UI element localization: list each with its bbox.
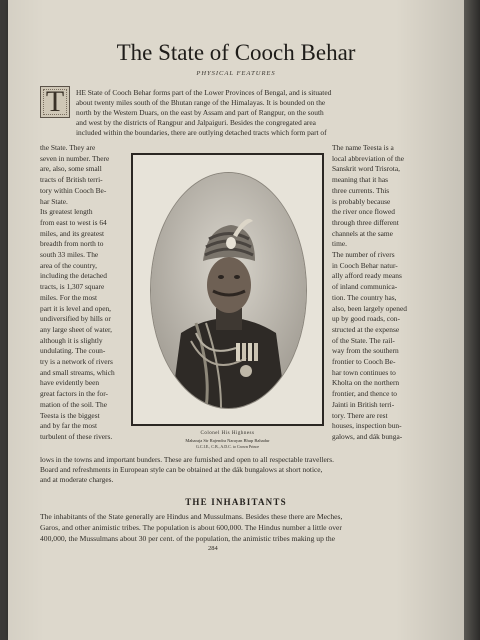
left-column-line: miles. For the most xyxy=(40,292,98,302)
intro-line-3: north by the Western Duars, on the east by Assam and part of Rangpur, on the south xyxy=(76,108,324,117)
right-column-line: tory. There are rest xyxy=(332,410,388,420)
left-column-line: tracts of British terri- xyxy=(40,175,103,185)
left-column-line: have evidently been xyxy=(40,378,100,388)
page-title: The State of Cooch Behar xyxy=(116,40,356,65)
right-column-line: the river once flowed xyxy=(332,207,395,217)
inhabitants-line-2: Garos, and other animistic tribes. The population is about 600,000. The Hindus number a little over xyxy=(40,523,342,532)
right-column-line: is probably because xyxy=(332,196,391,206)
section-heading: THE INHABITANTS xyxy=(185,497,287,507)
right-column-line: ally afford ready means xyxy=(332,271,402,281)
right-column-line: also, been largely opened xyxy=(332,303,407,313)
right-column-line: frontier to Cooch Be- xyxy=(332,357,396,366)
left-column-line: great factors in the for- xyxy=(40,389,108,399)
right-column-line: way from the southern xyxy=(332,346,399,356)
photo-caption-line-2: Maharaja Sir Rajendra Narayan Bhup Bahadur xyxy=(185,438,270,443)
section-subtitle: PHYSICAL FEATURES xyxy=(196,70,276,77)
right-column-line: Kholta on the northern xyxy=(332,378,400,388)
portrait-photo xyxy=(150,172,307,409)
right-column-line: Jainti in British terri- xyxy=(332,399,395,409)
left-column-line: tracts, is 1,307 square xyxy=(40,282,105,292)
right-column-line: through three different xyxy=(332,217,399,227)
page-number: 284 xyxy=(208,545,218,552)
right-column-line: frontier, and thence to xyxy=(332,389,397,399)
right-column-line: structed at the expense xyxy=(332,324,400,334)
portrait-illustration xyxy=(151,173,306,408)
left-column-line: breadth from north to xyxy=(40,239,104,249)
right-column-line: of the State. The rail- xyxy=(332,335,395,345)
left-column-line: including the detached xyxy=(40,271,107,281)
left-column-line: turbulent of these rivers. xyxy=(40,431,113,441)
left-column-line: Teesta is the biggest xyxy=(40,410,100,420)
intro-line-2: about twenty miles south of the Bhutan range of the Himalayas. It is bounded on the xyxy=(76,98,326,107)
left-column-line: south 33 miles. The xyxy=(40,250,99,259)
right-column-line: three currents. This xyxy=(332,185,390,195)
right-column-line: galows, and dák bunga- xyxy=(332,431,403,441)
left-column-line: any large sheet of water, xyxy=(40,324,113,334)
portrait-frame xyxy=(131,153,324,426)
left-column-line: miles, and its greatest xyxy=(40,228,105,238)
intro-line-5: included within the boundaries, there are outlying detached tracts which form part of xyxy=(76,128,327,137)
intro-line-4: and west by the districts of Rangpur and Jalpaiguri. Besides the congregated area xyxy=(76,118,316,127)
inhabitants-line-3: 400,000, the Mussulmans about 30 per cent. of the population, the animistic tribes making up the xyxy=(40,534,336,543)
left-column-line: and small streams, which xyxy=(40,367,115,377)
left-column-line: are, also, some small xyxy=(40,164,102,174)
photo-caption-line-3: G.C.I.E., C.B., A.D.C. to Crown Prince xyxy=(195,444,260,449)
left-column-line: har State. xyxy=(40,196,68,206)
left-column-line: tory within Cooch Be- xyxy=(40,185,107,195)
left-column-line: although it is slightly xyxy=(40,335,103,345)
left-column-line: and by far the most xyxy=(40,421,98,431)
right-column-line: in Cooch Behar natur- xyxy=(332,260,398,270)
right-column-line: The name Teesta is a xyxy=(332,143,394,152)
left-column-line: seven in number. There xyxy=(40,153,110,163)
right-column-line: tion. The country has, xyxy=(332,292,397,302)
photo-caption-line-1: Colonel His Highness xyxy=(200,431,255,436)
left-column-line: mation of the soil. The xyxy=(40,399,107,409)
book-spine-edge xyxy=(464,0,480,640)
left-column-line: part it is level and open, xyxy=(40,303,112,313)
right-column-line: houses, inspection bun- xyxy=(332,421,402,431)
left-column-line: the State. They are xyxy=(40,143,96,152)
right-column-line: channels at the same xyxy=(332,228,393,238)
right-column-line: meaning that it has xyxy=(332,175,389,185)
left-column-line: undiversified by hills or xyxy=(40,314,111,324)
left-column-line: try is a network of rivers xyxy=(40,357,113,366)
right-column-line: up by good roads, con- xyxy=(332,314,400,324)
closing-line-2: Board and refreshments in European style can be obtained at the dák bungalows at short notice, xyxy=(40,465,323,474)
left-column-line: from east to west is 64 xyxy=(40,217,107,227)
illuminated-dropcap: T xyxy=(40,86,70,118)
right-column-line: local abbreviation of the xyxy=(332,153,405,163)
left-column-line: undulating. The coun- xyxy=(40,346,106,356)
right-column-line: har town continues to xyxy=(332,367,396,377)
right-column-line: time. xyxy=(332,239,347,249)
left-column-line: area of the country, xyxy=(40,260,97,270)
closing-line-3: and at moderate charges. xyxy=(40,475,114,484)
right-column-line: The number of rivers xyxy=(332,250,395,259)
book-page xyxy=(8,0,464,640)
inhabitants-line-1: The inhabitants of the State generally are Hindus and Mussulmans. Besides these there are Meches, xyxy=(40,512,343,521)
right-column-line: of inland communica- xyxy=(332,282,398,292)
right-column-line: Sanskrit word Trisrota, xyxy=(332,164,400,174)
left-column-line: Its greatest length xyxy=(40,207,93,217)
intro-line-1: HE State of Cooch Behar forms part of the Lower Provinces of Bengal, and is situated xyxy=(76,88,332,97)
closing-line-1: lows in the towns and important bunders. These are furnished and open to all respectable travellers. xyxy=(40,455,334,464)
